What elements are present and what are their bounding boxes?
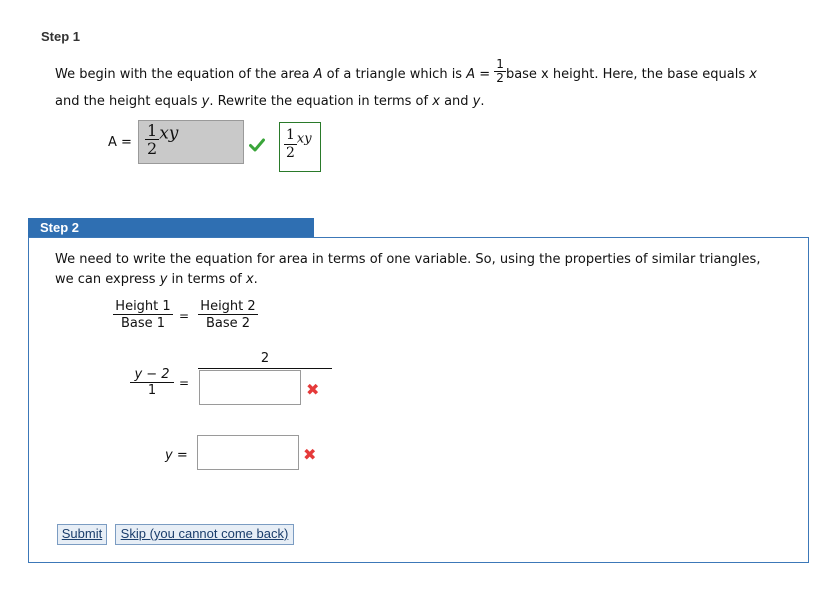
- var-y: y: [159, 272, 168, 287]
- var-x: x: [245, 272, 254, 287]
- eq2-answer-input[interactable]: [197, 435, 299, 470]
- text: .: [253, 272, 258, 287]
- answer-fraction: $\frac{1}{2}$: [147, 121, 158, 158]
- step1-heading: Step 1: [41, 29, 81, 44]
- ratio-equals: =: [179, 309, 190, 323]
- step2-intro-line1: We need to write the equation for area in terms of one variable. So, using the properties of similar triangles,: [55, 252, 761, 267]
- incorrect-x-icon: ✖: [303, 445, 317, 464]
- eq1-right-numerator: 2: [198, 352, 332, 369]
- one-half-fraction: $\frac{1}{2}$: [496, 57, 504, 85]
- correct-answer-expression: [284, 127, 312, 162]
- correct-fraction: $\frac{1}{2}$: [286, 127, 295, 161]
- eq2-label: y =: [165, 448, 188, 463]
- var-y: y: [472, 94, 481, 109]
- check-icon: [249, 137, 265, 156]
- eq1-left-denominator: 1: [147, 383, 157, 398]
- step2-tab: Step 2: [28, 218, 314, 238]
- var-A: A: [466, 67, 476, 82]
- eq1-answer-input[interactable]: [199, 370, 301, 405]
- step1-intro-line2: [55, 94, 485, 110]
- incorrect-x-icon: ✖: [306, 380, 320, 399]
- text: of a triangle which is: [322, 67, 467, 82]
- var-A: A: [313, 67, 323, 82]
- eq1-left-numerator: y − 2: [130, 367, 174, 383]
- step1-intro-line1: [55, 57, 757, 85]
- var-x: x: [432, 94, 440, 109]
- text: .: [480, 94, 485, 109]
- step1-answer-box[interactable]: [138, 120, 244, 164]
- correct-answer-box: [279, 122, 321, 172]
- ratio-base1: Base 1: [120, 316, 166, 331]
- answer-variable: xy: [159, 123, 179, 144]
- text: base x height. Here, the base equals: [505, 67, 750, 82]
- var-y: y: [201, 94, 210, 109]
- text: in terms of: [167, 272, 246, 287]
- text: . Rewrite the equation in terms of: [209, 94, 433, 109]
- correct-variable: xy: [296, 131, 312, 147]
- answer-expression: [145, 123, 178, 157]
- text: and the height equals: [55, 94, 202, 109]
- text: we can express: [55, 272, 160, 287]
- submit-button[interactable]: Submit: [57, 524, 107, 545]
- text: and: [439, 94, 473, 109]
- skip-button[interactable]: Skip (you cannot come back): [115, 524, 294, 545]
- ratio-height2: Height 2: [198, 299, 258, 315]
- ratio-height1: Height 1: [113, 299, 173, 315]
- answer-label: A =: [108, 135, 132, 150]
- text: We begin with the equation of the area: [55, 67, 314, 82]
- eq1-equals: =: [179, 376, 190, 390]
- ratio-base2: Base 2: [205, 316, 251, 331]
- step2-intro-line2: [55, 272, 258, 288]
- var-x: x: [749, 67, 757, 82]
- equals-sign: =: [475, 67, 495, 82]
